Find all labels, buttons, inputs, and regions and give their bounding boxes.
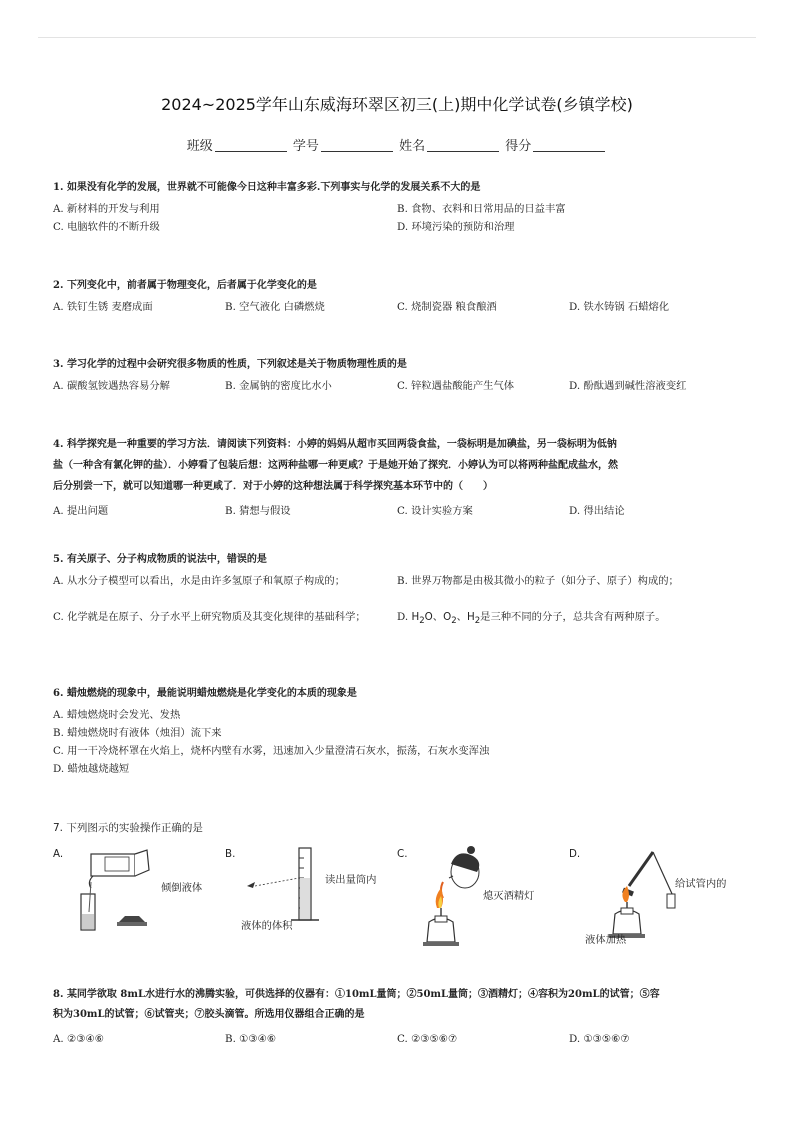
option-c[interactable]: C. 锌粒遇盐酸能产生气体 [397,380,515,392]
class-field-blank[interactable] [215,151,287,152]
option-d-text-line-2: 液体加热 [585,934,627,946]
class-field-label: 班级 [186,139,213,154]
name-field-blank[interactable] [427,151,499,152]
student-id-field-blank[interactable] [321,151,393,152]
question-7 [53,820,743,950]
option-d[interactable]: D. ①③⑤⑥⑦ [569,1033,630,1045]
option-a[interactable]: A. 提出问题 [53,505,109,517]
question-stem: 6. 蜡烛燃烧的现象中，最能说明蜡烛燃烧是化学变化的本质的现象是 [53,688,357,699]
option-c-text: 熄灭酒精灯 [483,890,535,902]
score-field-blank[interactable] [533,151,605,152]
question-8 [53,985,743,1049]
student-id-field-label: 学号 [292,139,319,154]
option-a[interactable]: A. 蜡烛燃烧时会发光、发热 [53,709,181,721]
option-d-text-line-1: 给试管内的 [675,878,727,890]
option-d-label[interactable]: D. [569,848,581,860]
option-c[interactable]: C. 化学就是在原子、分子水平上研究物质及其变化规律的基础科学； [53,611,366,623]
option-a[interactable]: A. 铁钉生锈 麦磨成面 [53,301,153,313]
question-stem: 1. 如果没有化学的发展，世界就不可能像今日这种丰富多彩.下列事实与化学的发展关系不大的是 [53,182,481,193]
question-stem: 3. 学习化学的过程中会研究很多物质的性质，下列叙述是关于物质物理性质的是 [53,359,407,370]
option-c-label[interactable]: C. [397,848,408,860]
options [53,201,743,237]
header-rule [38,37,756,38]
question-stem: 7. 下列图示的实验操作正确的是 [53,822,203,834]
question-3 [53,356,743,396]
option-b[interactable]: B. 食物、衣料和日常用品的日益丰富 [397,203,566,215]
option-b[interactable]: B. 金属钠的密度比水小 [225,380,332,392]
question-6 [53,685,743,779]
option-a-text: 倾倒液体 [161,882,203,894]
question-stem: 4. 科学探究是一种重要的学习方法．请阅读下列资料：小婷的妈妈从超市买回两袋食盐，一袋标明是加碘盐，另一袋标明为低钠 盐（一种含有氯化钾的盐）．小婷看了包装后想：这两种盐哪一种更咸？于是她开始了探究．小婷认为可以将两种盐配成盐水，然 后分别尝一下，就可以知道哪一种更咸了．对于小婷的这种想法属于科学探究基本环节中的（ ） [53,439,618,492]
option-c[interactable]: C. ②③⑤⑥⑦ [397,1033,458,1045]
options [53,378,743,396]
question-stem: 2. 下列变化中，前者属于物理变化，后者属于化学变化的是 [53,280,317,291]
option-b[interactable]: B. 猜想与假设 [225,505,291,517]
option-b[interactable]: B. 世界万物都是由极其微小的粒子（如分子、原子）构成的； [397,575,679,587]
option-d[interactable]: D. 蜡烛越烧越短 [53,763,130,775]
options [53,503,743,521]
option-c[interactable]: C. 用一干冷烧杯罩在火焰上，烧杯内壁有水雾，迅速加入少量澄清石灰水，振荡，石灰水变浑浊 [53,745,490,757]
heating-test-tube-figure [593,846,683,942]
option-d[interactable]: D. 铁水铸锅 石蜡熔化 [569,301,670,313]
option-b-text-line-1: 读出量筒内 [325,874,377,886]
option-a-label[interactable]: A. [53,848,64,860]
score-field-label: 得分 [505,139,532,154]
question-1 [53,179,743,237]
option-a[interactable]: A. 从水分子模型可以看出，水是由许多氢原子和氧原子构成的； [53,575,346,587]
option-a[interactable]: A. 碳酸氢铵遇热容易分解 [53,380,170,392]
options [53,299,743,317]
option-b[interactable]: B. 空气液化 白磷燃烧 [225,301,325,313]
option-d[interactable]: D. 酚酞遇到碱性溶液变红 [569,380,687,392]
name-field-label: 姓名 [399,139,426,154]
graduated-cylinder-figure [243,846,333,926]
option-b-text-line-2: 液体的体积 [241,920,293,932]
question-stem: 5. 有关原子、分子构成物质的说法中，错误的是 [53,554,267,565]
option-b[interactable]: B. ①③④⑥ [225,1033,277,1045]
options [53,573,743,653]
option-d[interactable]: D. $H_2O$、$O_2$、$H_2$是三种不同的分子，总共含有两种原子。 [397,611,666,627]
option-d[interactable]: D. 得出结论 [569,505,625,517]
options [53,1031,743,1049]
question-5 [53,551,743,653]
option-c[interactable]: C. 电脑软件的不断升级 [53,221,160,233]
option-a[interactable]: A. 新材料的开发与利用 [53,203,160,215]
option-b[interactable]: B. 蜡烛燃烧时有液体（烛泪）流下来 [53,727,222,739]
student-info-line [0,135,794,154]
option-c[interactable]: C. 烧制瓷器 粮食酿酒 [397,301,497,313]
question-4 [53,434,743,521]
option-b-label[interactable]: B. [225,848,236,860]
exam-title: 2024~2025学年山东威海环翠区初三(上)期中化学试卷(乡镇学校) [161,95,633,114]
question-stem: 8. 某同学欲取 8mL水进行水的沸腾实验，可供选择的仪器有：①10mL量筒；②50mL量筒；③酒精灯；④容积为20mL的试管；⑤容 积为30mL的试管；⑥试管夹；⑦胶头滴管。所选用仪器组合正确的是 [53,989,660,1020]
option-c[interactable]: C. 设计实验方案 [397,505,473,517]
option-a[interactable]: A. ②③④⑥ [53,1033,104,1045]
question-2 [53,277,743,317]
options [53,707,743,779]
option-d[interactable]: D. 环境污染的预防和治理 [397,221,515,233]
